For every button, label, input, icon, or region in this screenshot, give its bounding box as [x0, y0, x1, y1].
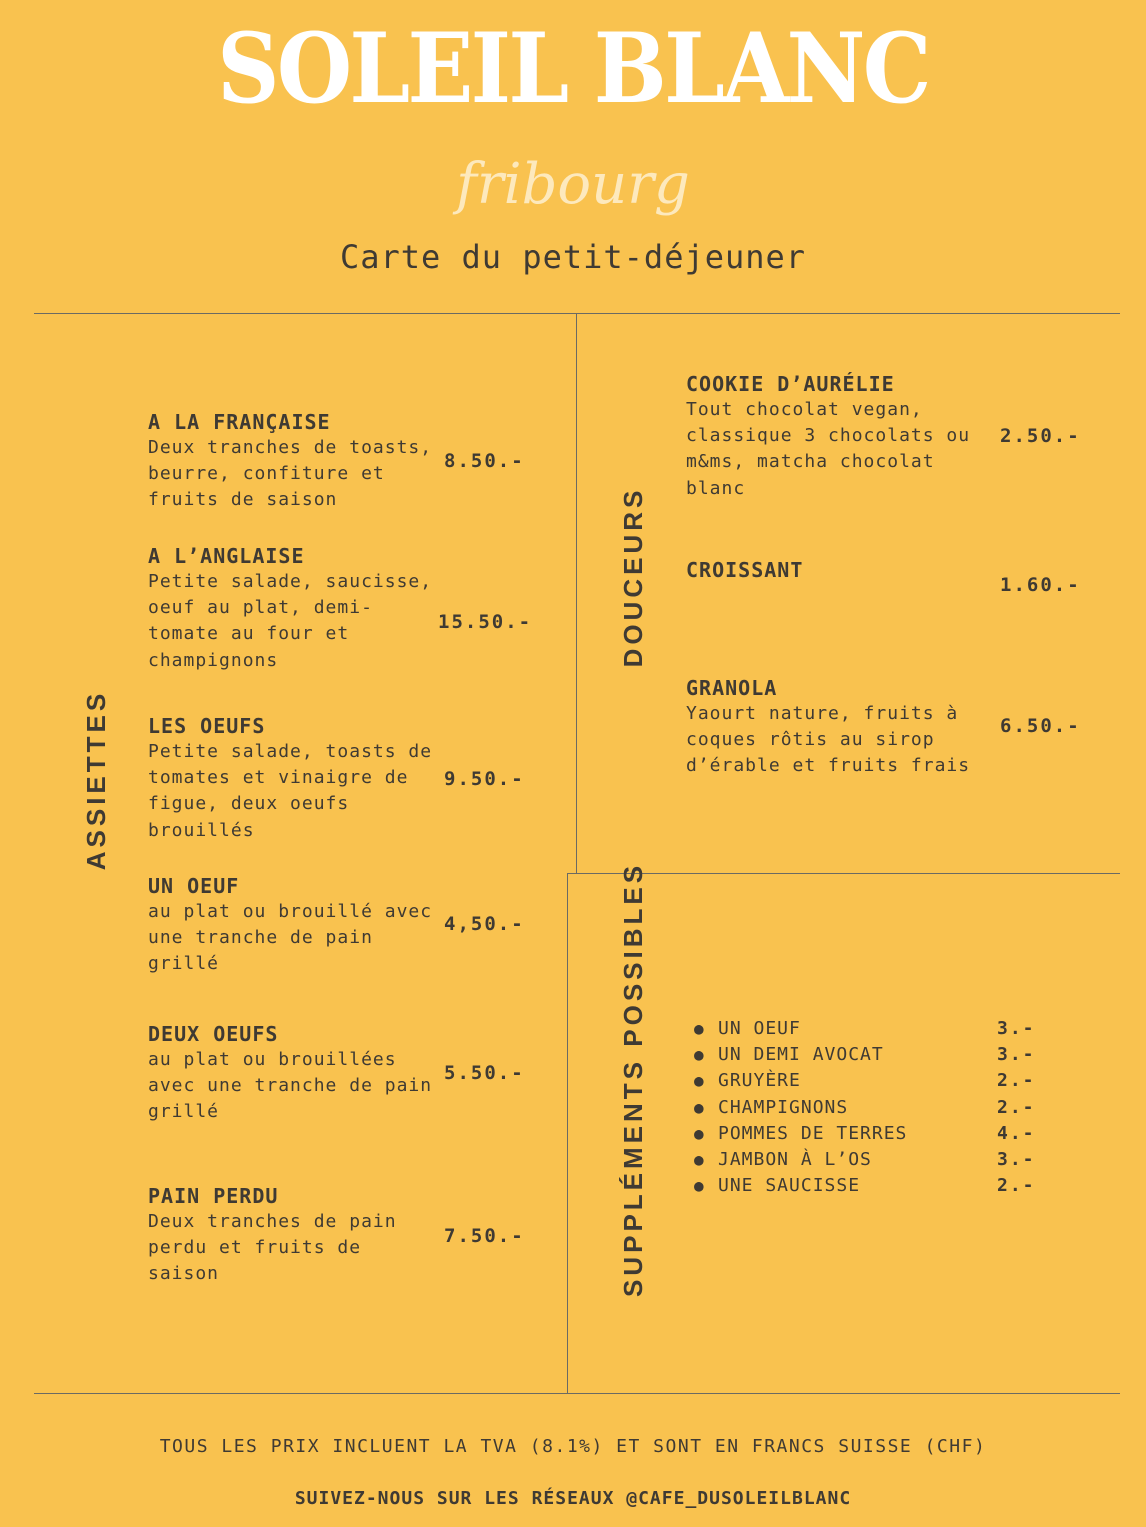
menu-item-a-la-francaise: [148, 409, 438, 514]
divider-bottom: [34, 1393, 1120, 1394]
bullet-icon: ●: [694, 1019, 705, 1038]
item-price: 8.50.-: [444, 450, 525, 472]
item-price: 15.50.-: [438, 611, 533, 633]
supplement-price: 3.-: [997, 1044, 1036, 1066]
supplement-name: JAMBON À L’OS: [718, 1148, 872, 1170]
supplement-name: UNE SAUCISSE: [718, 1175, 861, 1197]
item-price: 9.50.-: [444, 768, 525, 790]
supplement-price: 4.-: [997, 1122, 1036, 1144]
list-item: [694, 1016, 1044, 1042]
item-price: 4,50.-: [444, 913, 525, 935]
list-item: [694, 1042, 1044, 1068]
bullet-icon: ●: [694, 1149, 705, 1169]
item-description: Yaourt nature, fruits à coques rôtis au sirop d’érable et fruits frais: [686, 703, 971, 777]
logo: SOLEIL BLANC: [217, 12, 929, 125]
supplement-price: 2.-: [997, 1096, 1036, 1118]
item-name: GRANOLA: [686, 676, 778, 700]
item-name: A L’ANGLAISE: [148, 544, 305, 568]
menu-subtitle: Carte du petit-déjeuner: [339, 238, 807, 276]
supplement-price: 2.-: [997, 1175, 1036, 1197]
divider-center-lower: [567, 873, 568, 1394]
item-price: 1.60.-: [1000, 574, 1081, 596]
supplement-name: GRUYÈRE: [718, 1070, 801, 1092]
supplements-list: [694, 1016, 1044, 1199]
section-label-assiettes: ASSIETTES: [81, 689, 111, 871]
section-label-douceurs: DOUCEURS: [618, 486, 648, 668]
item-description: au plat ou brouillé avec une tranche de pain grillé: [148, 901, 433, 975]
supplement-price: 3.-: [997, 1148, 1036, 1170]
item-price: 7.50.-: [444, 1225, 525, 1247]
list-item: [694, 1068, 1044, 1094]
bullet-icon: ●: [694, 1071, 705, 1091]
supplement-price: 3.-: [997, 1018, 1036, 1039]
item-price: 2.50.-: [1000, 425, 1081, 447]
supplement-name: POMMES DE TERRES: [718, 1122, 908, 1144]
menu-item-un-oeuf: [148, 873, 438, 978]
bullet-icon: ●: [694, 1123, 705, 1143]
divider-center: [576, 313, 577, 873]
item-name: A LA FRANÇAISE: [148, 410, 331, 434]
menu-item-a-l-anglaise: [148, 543, 438, 674]
bullet-icon: ●: [694, 1097, 705, 1117]
list-item: [694, 1147, 1044, 1173]
item-name: DEUX OEUFS: [148, 1022, 279, 1046]
section-label-supplements: SUPPLÉMENTS POSSIBLES: [618, 861, 648, 1297]
tax-note: TOUS LES PRIX INCLUENT LA TVA (8.1%) ET SONT EN FRANCS SUISSE (CHF): [159, 1436, 987, 1457]
item-name: CROISSANT: [686, 558, 804, 582]
item-description: Petite salade, saucisse, oeuf au plat, demi- tomate au four et champignons: [148, 571, 433, 671]
list-item: [694, 1121, 1044, 1147]
item-description: Deux tranches de toasts, beurre, confiture et fruits de saison: [148, 437, 433, 511]
item-name: PAIN PERDU: [148, 1184, 279, 1208]
item-description: Tout chocolat vegan, classique 3 chocolats ou m&ms, matcha chocolat blanc: [686, 399, 971, 499]
item-description: Petite salade, toasts de tomates et vinaigre de figue, deux oeufs brouillés: [148, 741, 433, 841]
social-handle: SUIVEZ-NOUS SUR LES RÉSEAUX @CAFE_DUSOLEILBLANC: [294, 1488, 852, 1509]
supplement-price: 2.-: [997, 1070, 1036, 1092]
list-item: [694, 1173, 1044, 1199]
list-item: [694, 1095, 1044, 1121]
supplement-name: UN DEMI AVOCAT: [718, 1044, 884, 1066]
item-name: LES OEUFS: [148, 714, 266, 738]
menu-item-cookie: [686, 371, 986, 502]
item-name: COOKIE D’AURÉLIE: [686, 372, 895, 396]
item-price: 6.50.-: [1000, 715, 1081, 737]
menu-item-pain-perdu: [148, 1183, 438, 1288]
item-description: Deux tranches de pain perdu et fruits de saison: [148, 1211, 397, 1285]
bullet-icon: ●: [694, 1045, 705, 1065]
supplement-name: UN OEUF: [718, 1018, 801, 1039]
supplement-name: CHAMPIGNONS: [718, 1096, 849, 1118]
menu-item-les-oeufs: [148, 713, 438, 844]
menu-item-granola: [686, 675, 986, 780]
item-description: au plat ou brouillées avec une tranche de pain grillé: [148, 1049, 433, 1123]
menu-item-deux-oeufs: [148, 1021, 438, 1126]
menu-item-croissant: [686, 557, 986, 583]
item-name: UN OEUF: [148, 874, 240, 898]
bullet-icon: ●: [694, 1176, 705, 1196]
item-price: 5.50.-: [444, 1062, 525, 1084]
city-script: fribourg: [456, 152, 690, 217]
divider-middle-right: [567, 873, 1120, 874]
divider-top: [34, 313, 1120, 314]
